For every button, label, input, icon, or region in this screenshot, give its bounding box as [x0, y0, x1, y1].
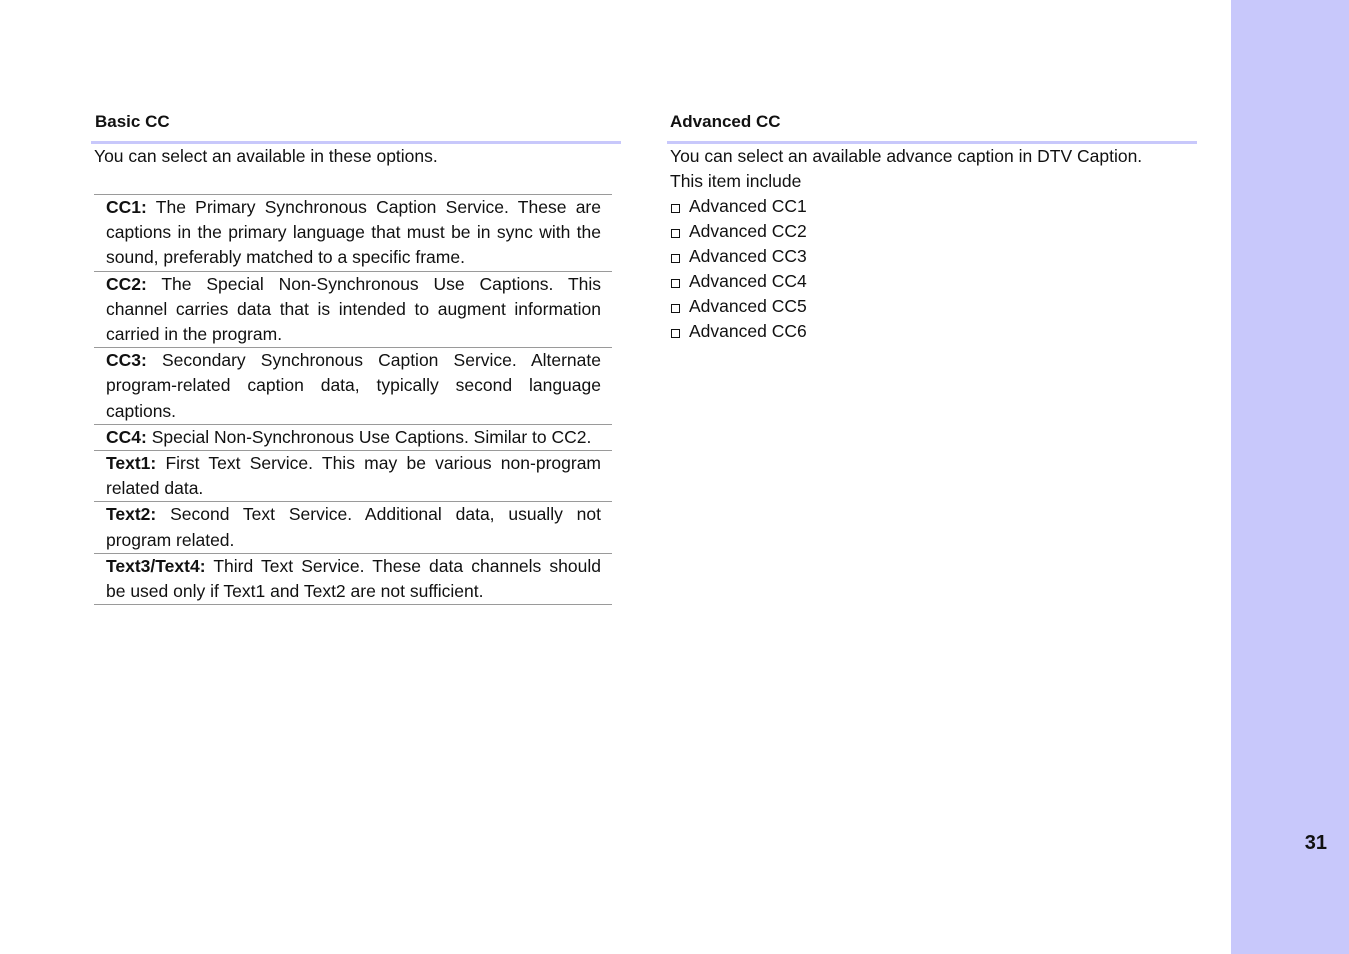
advanced-cc-intro [670, 144, 1142, 194]
row-text: Third Text Service. These data channels should be used only if Text1 and Text2 are not sufficient. [106, 555, 601, 602]
advanced-cc-title: Advanced CC [670, 112, 781, 131]
row-text: The Primary Synchronous Caption Service. These are captions in the primary language that must be in sync with the sound, preferably matched to a specific frame. [106, 197, 601, 268]
row-term: CC2: [106, 273, 147, 294]
checkbox-square-icon [671, 229, 680, 238]
advanced-cc-list [670, 194, 807, 344]
page-number: 31 [1304, 832, 1327, 854]
table-row [94, 451, 612, 502]
list-item [670, 269, 807, 294]
table-cell [94, 424, 612, 450]
table-cell [94, 553, 612, 604]
row-term: Text2: [106, 504, 157, 525]
list-item [670, 194, 807, 219]
advanced-cc-intro-line2: This item include [670, 171, 802, 191]
table-cell [94, 451, 612, 502]
table-cell [94, 195, 612, 272]
list-item-label: Advanced CC4 [689, 271, 807, 291]
checkbox-square-icon [671, 329, 680, 338]
table-cell [94, 348, 612, 425]
list-item-label: Advanced CC6 [689, 321, 807, 341]
row-text: Second Text Service. Additional data, usually not program related. [106, 504, 601, 550]
list-item [670, 219, 807, 244]
side-band [1231, 0, 1349, 954]
row-text: Secondary Synchronous Caption Service. Alternate program-related caption data, typically second language captions. [106, 350, 601, 421]
basic-cc-table [94, 194, 612, 605]
row-term: CC3: [106, 350, 147, 371]
table-row [94, 553, 612, 604]
basic-cc-intro: You can select an available in these options. [94, 146, 438, 166]
list-item-label: Advanced CC2 [689, 221, 807, 241]
row-text: First Text Service. This may be various non-program related data. [106, 453, 601, 499]
list-item-label: Advanced CC5 [689, 296, 807, 316]
table-row [94, 195, 612, 272]
table-row [94, 348, 612, 425]
table-row [94, 271, 612, 348]
table-cell [94, 271, 612, 348]
list-item-label: Advanced CC1 [689, 196, 807, 216]
checkbox-square-icon [671, 304, 680, 313]
row-term: Text1: [106, 453, 157, 474]
basic-cc-title: Basic CC [95, 112, 170, 131]
list-item [670, 319, 807, 344]
table-cell [94, 502, 612, 553]
row-term: Text3/Text4: [106, 555, 206, 576]
list-item-label: Advanced CC3 [689, 246, 807, 266]
checkbox-square-icon [671, 204, 680, 213]
table-row [94, 502, 612, 553]
advanced-cc-intro-line1: You can select an available advance caption in DTV Caption. [670, 146, 1143, 166]
list-item [670, 294, 807, 319]
table-row [94, 424, 612, 450]
row-term: CC1: [106, 197, 147, 217]
list-item [670, 244, 807, 269]
checkbox-square-icon [671, 279, 680, 288]
row-text: Special Non-Synchronous Use Captions. Similar to CC2. [146, 426, 592, 447]
row-text: The Special Non-Synchronous Use Captions. This channel carries data that is intended to augment information carried in the program. [106, 273, 601, 345]
checkbox-square-icon [671, 254, 680, 263]
row-term: CC4: [106, 426, 147, 447]
